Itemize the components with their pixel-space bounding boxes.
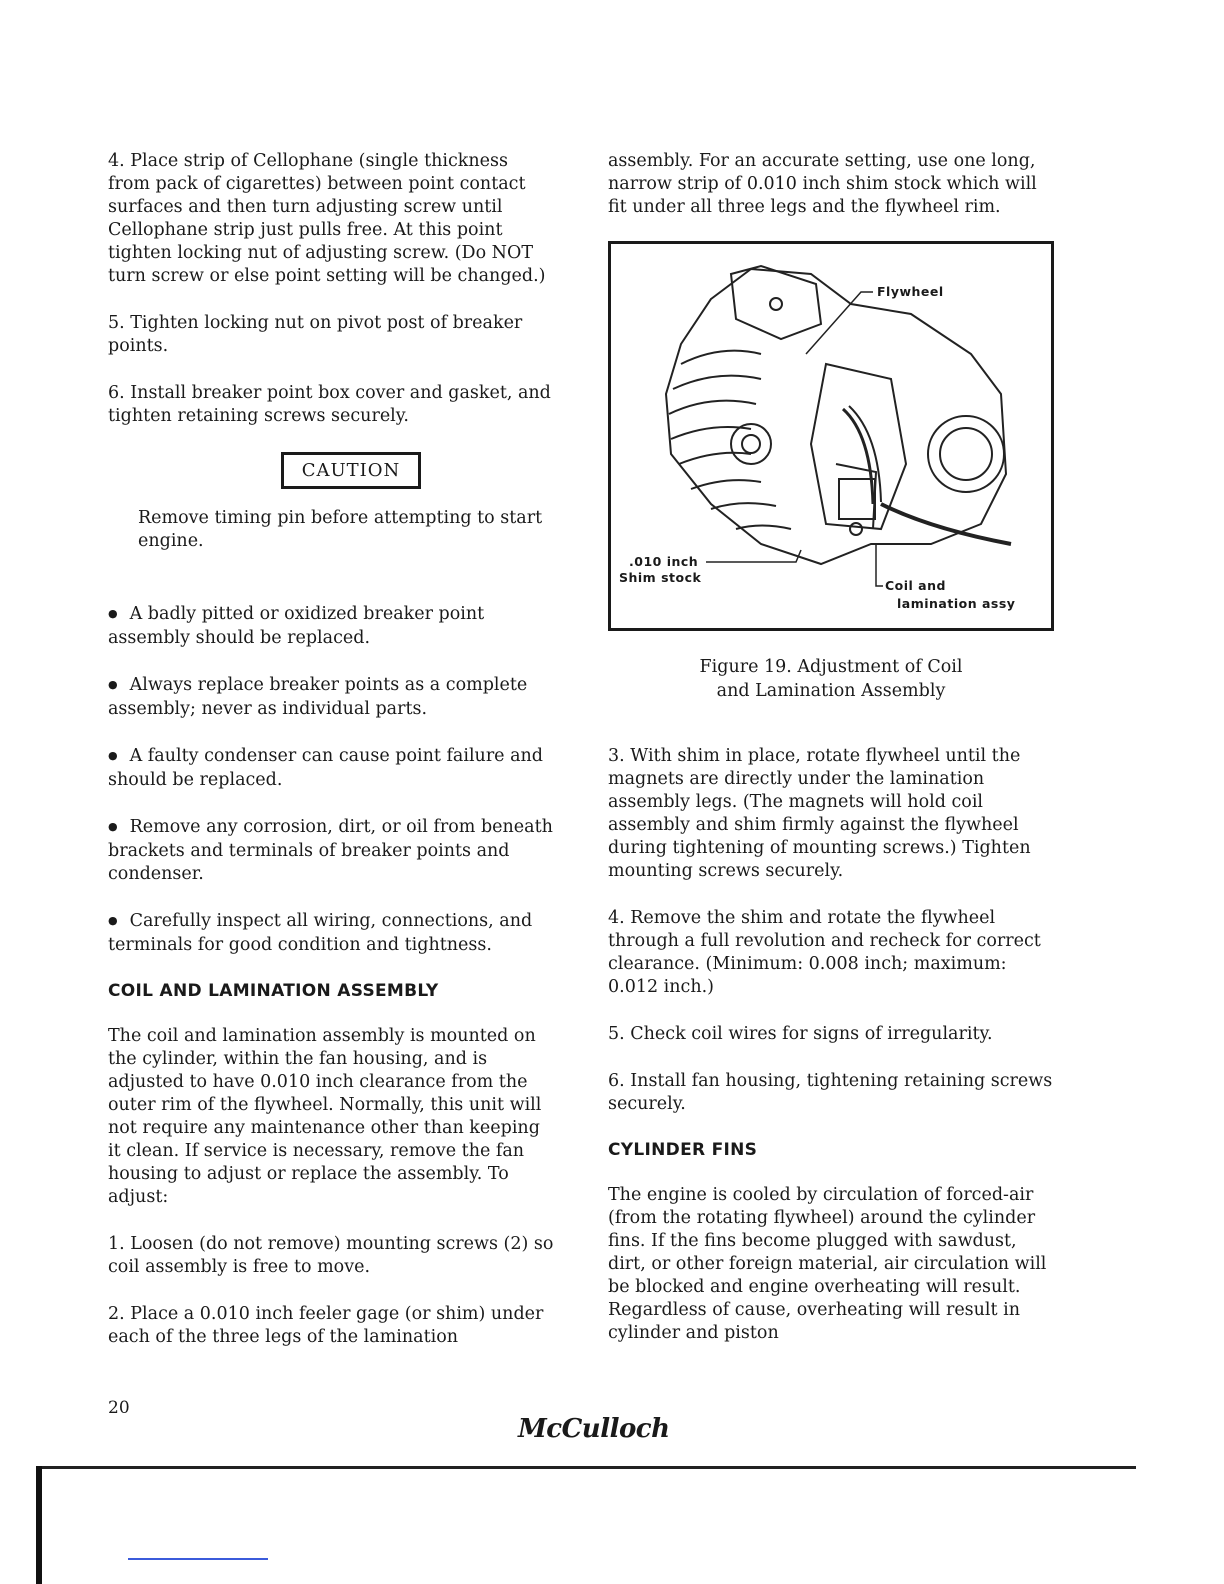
coil-label-line1: Coil and [885,578,946,593]
bullet-item: ● Remove any corrosion, dirt, or oil from beneath brackets and terminals of breaker points and condenser. [108,816,554,886]
coil-step-2: 2. Place a 0.010 inch feeler gage (or shim) under each of the three legs of the lamination [108,1304,544,1347]
coil-step-6: 6. Install fan housing, tightening retaining screws securely. [608,1071,1053,1114]
bullet-item: ● Carefully inspect all wiring, connections, and terminals for good condition and tightness. [108,910,554,957]
step-6-paragraph: 6. Install breaker point box cover and gasket, and tighten retaining screws securely. [108,383,551,426]
step-5-paragraph: 5. Tighten locking nut on pivot post of breaker points. [108,313,523,356]
caption-line-1: Figure 19. Adjustment of Coil [699,657,963,677]
flywheel-label: Flywheel [877,284,944,299]
page-number: 20 [108,1398,130,1418]
coil-label-line2: lamination assy [897,596,1016,611]
step-4-paragraph: 4. Place strip of Cellophane (single thickness from pack of cigarettes) between point contact surfaces and then turn adjusting screw until Cellophane strip just pulls free. At this point tighten locking nut of adjusting screw. (Do NOT turn screw or else point setting will be changed.) [108,151,546,286]
mcculloch-logo: McCulloch [518,1414,670,1444]
caution-box [108,452,554,489]
shim-label-line1: .010 inch [629,554,699,569]
coil-intro-paragraph: The coil and lamination assembly is mounted on the cylinder, within the fan housing, and is adjusted to have 0.010 inch clearance from the outer rim of the flywheel. Normally, this unit will not require any maintenance other than keeping it clean. If service is necessary, remove the fan housing to adjust or replace the assembly. To adjust: [108,1026,542,1207]
cylinder-fins-heading: CYLINDER FINS [608,1140,758,1160]
caption-line-2: and Lamination Assembly [716,681,946,701]
coil-section-heading: COIL AND LAMINATION ASSEMBLY [108,981,439,1001]
figure-19-illustration [608,241,1054,631]
bullet-item: ● Always replace breaker points as a complete assembly; never as individual parts. [108,674,554,721]
scan-edge-line [36,1466,1136,1469]
figure-caption [608,655,1054,703]
link-underline [128,1558,268,1560]
coil-step-4: 4. Remove the shim and rotate the flywheel through a full revolution and recheck for correct clearance. (Minimum: 0.008 inch; maximum: 0.012 inch.) [608,908,1041,997]
caution-text: Remove timing pin before attempting to start engine. [138,508,543,551]
shim-label-line2: Shim stock [619,570,702,585]
bullet-item: ● A faulty condenser can cause point failure and should be replaced. [108,745,554,792]
bullet-item: ● A badly pitted or oxidized breaker point assembly should be replaced. [108,603,554,650]
coil-step-1: 1. Loosen (do not remove) mounting screws (2) so coil assembly is free to move. [108,1234,554,1277]
cylinder-fins-paragraph: The engine is cooled by circulation of forced-air (from the rotating flywheel) around the cylinder fins. If the fins become plugged with sawdust, dirt, or other foreign material, air circulation will be blocked and engine overheating will result. Regardless of cause, overheating will result in cylinder and piston [608,1185,1047,1343]
right-column [608,150,1054,1345]
continuation-paragraph: assembly. For an accurate setting, use one long, narrow strip of 0.010 inch shim stock which will fit under all three legs and the flywheel rim. [608,151,1037,217]
coil-step-5: 5. Check coil wires for signs of irregularity. [608,1024,993,1044]
caution-label: CAUTION [281,452,422,489]
coil-step-3: 3. With shim in place, rotate flywheel until the magnets are directly under the lamination assembly legs. (The magnets will hold coil assembly and shim firmly against the flywheel during tightening of mounting screws.) Tighten mounting screws securely. [608,746,1031,881]
scan-edge-left [36,1466,42,1584]
left-column [108,150,554,1349]
